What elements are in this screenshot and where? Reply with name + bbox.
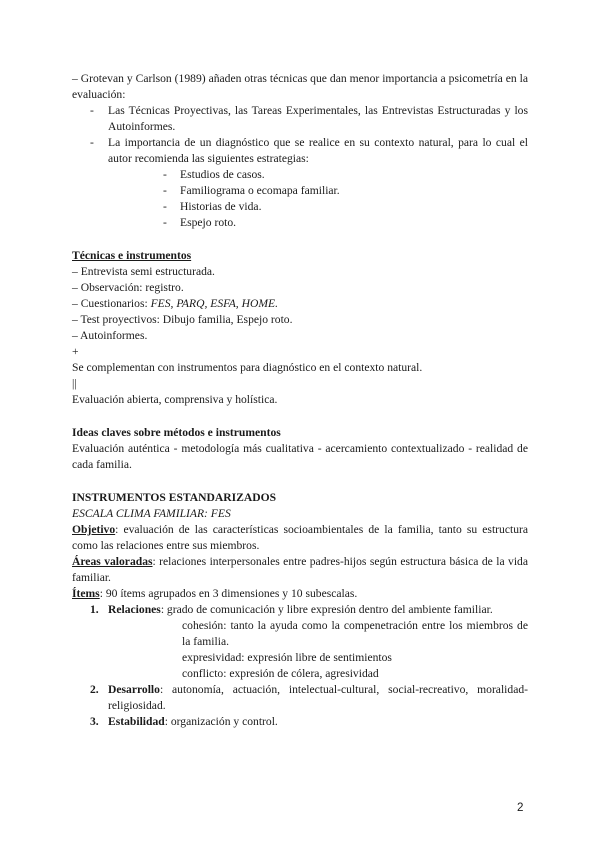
list-item: - Espejo roto. [108, 215, 528, 231]
list-item: - Las Técnicas Proyectivas, las Tareas Experimentales, las Entrevistas Estructuradas y los Autoinformes. [72, 103, 528, 135]
section-heading-techniques: Técnicas e instrumentos [72, 249, 192, 262]
strategies-list [108, 167, 528, 231]
section-heading-instruments: INSTRUMENTOS ESTANDARIZADOS [72, 491, 277, 504]
technique-line: – Entrevista semi estructurada. [72, 265, 215, 278]
dimension-label: Relaciones [108, 603, 161, 616]
objective-paragraph [72, 522, 528, 554]
technique-prefix: – Cuestionarios: [72, 297, 151, 310]
dimension-number: 2. [90, 683, 99, 696]
page-number: 2 [517, 801, 524, 814]
objective-label: Objetivo [72, 523, 116, 536]
intro-list [72, 103, 528, 231]
areas-label: Áreas valoradas [72, 555, 153, 568]
plus-sign: + [72, 345, 79, 358]
areas-text: : relaciones interpersonales entre padres-hijos según estructura básica de la vida familiar. [72, 555, 528, 584]
technique-line [72, 296, 528, 312]
dimension-item [72, 682, 528, 714]
list-item [72, 135, 528, 231]
evaluation-text: Evaluación abierta, comprensiva y holística. [72, 393, 278, 406]
technique-line: – Test proyectivos: Dibujo familia, Espejo roto. [72, 313, 293, 326]
dimension-text: : organización y control. [164, 715, 278, 728]
dimension-number: 3. [90, 715, 99, 728]
dimension-label: Estabilidad [108, 715, 165, 728]
technique-line: – Autoinformes. [72, 329, 148, 342]
ideas-text: Evaluación auténtica - metodología más cualitativa - acercamiento contextualizado - realidad de cada familia. [72, 442, 528, 471]
questionnaire-names: FES, PARQ, ESFA, HOME. [150, 297, 278, 310]
dimension-text: : grado de comunicación y libre expresión dentro del ambiente familiar. [160, 603, 493, 616]
list-item: - Familiograma o ecomapa familiar. [108, 183, 528, 199]
dimension-item [72, 714, 528, 730]
items-paragraph [72, 586, 528, 602]
objective-text: : evaluación de las características socioambientales de la familia, tanto su estructura como las relaciones entre sus miembros. [72, 523, 528, 552]
subscale-line: expresividad: expresión libre de sentimientos [182, 651, 392, 664]
dimension-label: Desarrollo [108, 683, 160, 696]
section-heading-ideas: Ideas claves sobre métodos e instrumentos [72, 426, 281, 439]
subscale-line: conflicto: expresión de cólera, agresividad [182, 667, 379, 680]
list-item: - Estudios de casos. [108, 167, 528, 183]
items-text: : 90 ítems agrupados en 3 dimensiones y 10 subescalas. [99, 587, 358, 600]
subscale-line: cohesión: tanto la ayuda como la compenetración entre los miembros de la familia. [182, 619, 528, 648]
dimension-item [72, 602, 528, 682]
list-item-text: La importancia de un diagnóstico que se realice en su contexto natural, para lo cual el autor recomienda las siguientes estrategias: [108, 136, 528, 165]
areas-paragraph [72, 554, 528, 586]
bars-sign: || [72, 377, 77, 390]
technique-line: – Observación: registro. [72, 281, 184, 294]
document-page [72, 71, 528, 730]
list-item: - Historias de vida. [108, 199, 528, 215]
dimension-text: : autonomía, actuación, intelectual-cultural, social-recreativo, moralidad-religiosidad. [108, 683, 528, 712]
dimension-number: 1. [90, 603, 99, 616]
dimensions-list [72, 602, 528, 730]
complement-text: Se complementan con instrumentos para diagnóstico en el contexto natural. [72, 361, 423, 374]
items-label: Ítems [72, 587, 100, 600]
intro-paragraph: – Grotevan y Carlson (1989) añaden otras técnicas que dan menor importancia a psicometría en la evaluación: [72, 72, 528, 101]
scale-title: ESCALA CLIMA FAMILIAR: FES [72, 507, 231, 520]
